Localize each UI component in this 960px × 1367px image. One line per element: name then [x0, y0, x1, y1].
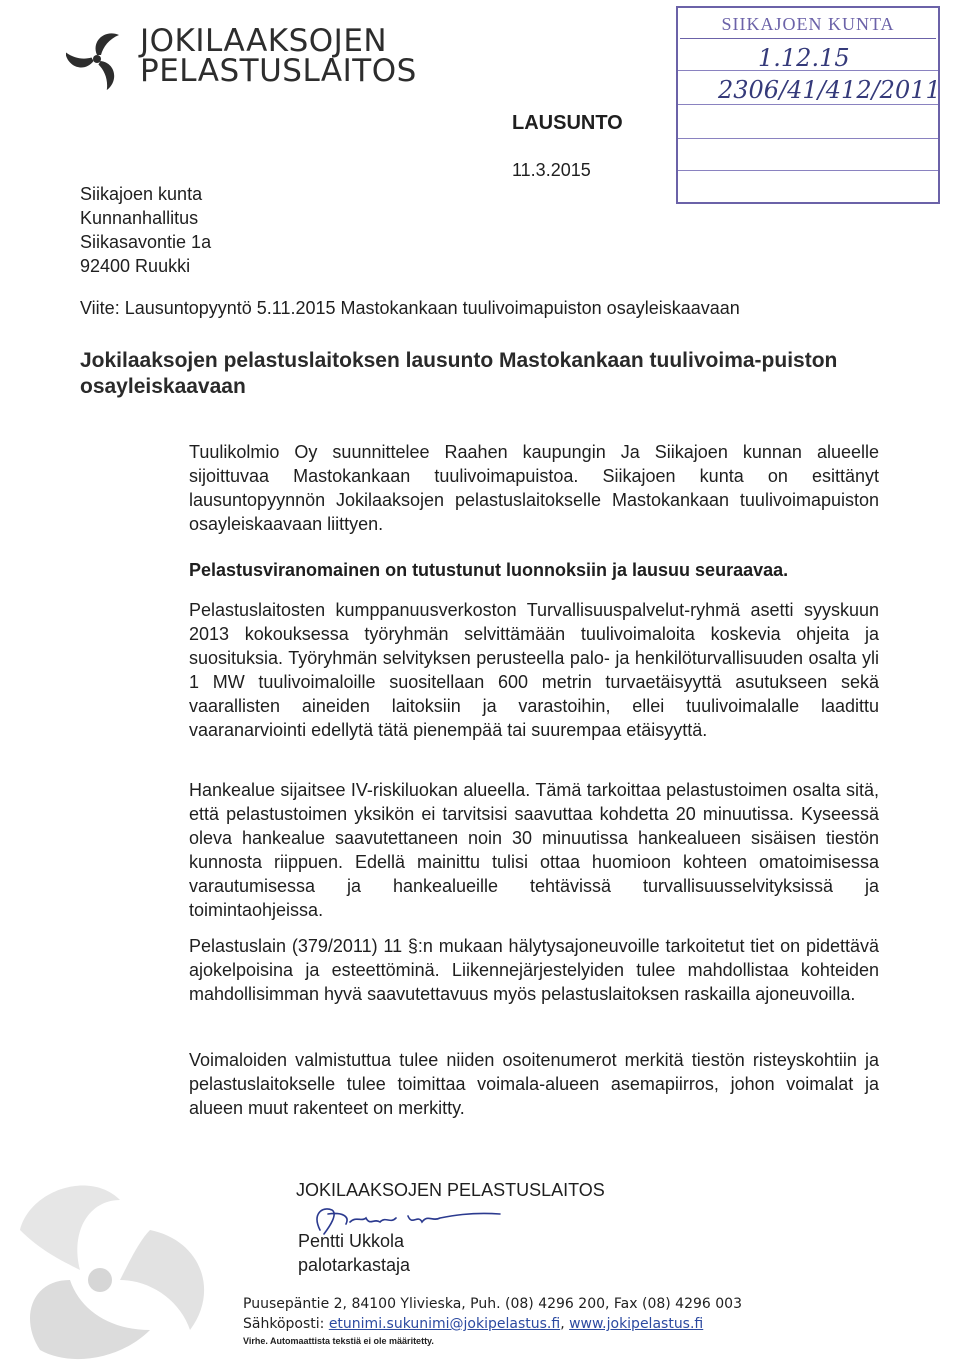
decorative-swirl-icon	[0, 1170, 260, 1367]
document-date: 11.3.2015	[512, 160, 591, 180]
signature-organization: JOKILAAKSOJEN PELASTUSLAITOS	[296, 1180, 605, 1200]
recipient-line: Siikajoen kunta	[80, 184, 203, 204]
footer-separator: ,	[560, 1316, 570, 1332]
recipient-address	[80, 182, 211, 278]
letterhead-logo	[66, 22, 426, 92]
org-wordmark	[140, 23, 417, 89]
stamp-divider	[678, 170, 938, 171]
document-type: LAUSUNTO	[512, 112, 623, 134]
signatory-name: Pentti Ukkola	[298, 1231, 405, 1251]
statement-heading: Jokilaaksojen pelastuslaitoksen lausunto Mastokankaan tuulivoima-puiston osayleiskaavaan	[80, 349, 838, 398]
paragraph-rescue-act: Pelastuslain (379/2011) 11 §:n mukaan hälytysajoneuvoille tarkoitetut tiet on pidettävä ajokelpoisina ja esteettöminä. Liikennejärjestelyiden tulee mahdollistaa kohteiden mahdollisimman hyvä saavutettavuus myös pelastuslaitoksen raskailla ajoneuvoilla.	[189, 936, 879, 1004]
email-link[interactable]: etunimi.sukunimi@jokipelastus.fi	[328, 1316, 561, 1332]
signatory-title: palotarkastaja	[298, 1255, 411, 1275]
stamp-divider	[678, 104, 938, 105]
paragraph-addresses: Voimaloiden valmistuttua tulee niiden osoitenumerot merkitä tiestön risteyskohtiin ja pelastuslaitokselle tulee toimittaa voimala-alueen asemapiirros, johon voimalat ja alueen muut rakenteet on merkitty.	[189, 1050, 879, 1118]
received-stamp	[676, 6, 940, 204]
reference-line: Viite: Lausuntopyyntö 5.11.2015 Mastokankaan tuulivoimapuiston osayleiskaavaan	[80, 298, 740, 318]
website-link[interactable]: www.jokipelastus.fi	[569, 1316, 704, 1332]
stamp-title: SIIKAJOEN KUNTA	[680, 10, 936, 39]
org-name-line2: PELASTUSLAITOS	[140, 53, 417, 89]
stamp-reference-number: 2306/41/412/2011	[718, 76, 941, 104]
paragraph-risk-class: Hankealue sijaitsee IV-riskiluokan alueella. Tämä tarkoittaa pelastustoimen osalta sitä, että pelastustoimen yksikön ei tarvitsisi saavuttaa kohdetta 20 minuutissa. Kyseessä oleva hankealue saavutettaneen noin 30 minuutissa hankealueen sisäisen tiestön kunnosta riippuen. Edellä mainittu tulisi ottaa huomioon kohteen omatoimisessa varautumisessa ja hankealueille tehtävissä turvallisuusselvityksissä ja toimintaohjeissa.	[189, 780, 879, 920]
footer-contact	[243, 1294, 742, 1334]
recipient-line: Siikasavontie 1a	[80, 232, 212, 252]
stamp-divider	[678, 138, 938, 139]
paragraph-safety-distance: Pelastuslaitosten kumppanuusverkoston Turvallisuuspalvelut-ryhmä asetti syyskuun 2013 kokouksessa työryhmän selvittämään tuulivoimaloita koskevia ohjeita ja suosituksia. Työryhmän selvityksen perusteella palo- ja henkilöturvallisuuden osalta yli 1 MW tuulivoimaloille suositellaan 600 metrin turvaetäisyyttä asutukseen sekä vaarallisten aineiden laitoksiin ja varastoihin, ellei tuulivoimalalle laadittu vaaranarviointi edellytä tätä pienempää tai suurempaa etäisyyttä.	[189, 600, 879, 740]
recipient-line: 92400 Ruukki	[80, 256, 191, 276]
swirl-logo-icon	[66, 28, 128, 90]
recipient-line: Kunnanhallitus	[80, 208, 199, 228]
paragraph-intro: Tuulikolmio Oy suunnittelee Raahen kaupungin Ja Siikajoen kunnan alueelle sijoittuvaa Mastokankaan tuulivoimapuistoa. Siikajoen kunta on esittänyt lausuntopyynnön Jokilaaksojen pelastuslaitokselle Mastokankaan tuulivoimapuiston osayleiskaavaan liittyen.	[189, 442, 879, 534]
footer-address: Puusepäntie 2, 84100 Ylivieska, Puh. (08) 4296 200, Fax (08) 4296 003	[243, 1296, 742, 1312]
footer-contact-line	[243, 1314, 742, 1334]
org-name-line1: JOKILAAKSOJEN	[140, 23, 388, 59]
paragraph-lead: Pelastusviranomainen on tutustunut luonnoksiin ja lausuu seuraavaa.	[189, 560, 789, 580]
error-note: Virhe. Automaattista tekstiä ei ole määritetty.	[243, 1336, 434, 1346]
stamp-received-date: 1.12.15	[758, 44, 850, 72]
footer-email-label: Sähköposti:	[243, 1316, 329, 1332]
signatory	[298, 1229, 410, 1277]
